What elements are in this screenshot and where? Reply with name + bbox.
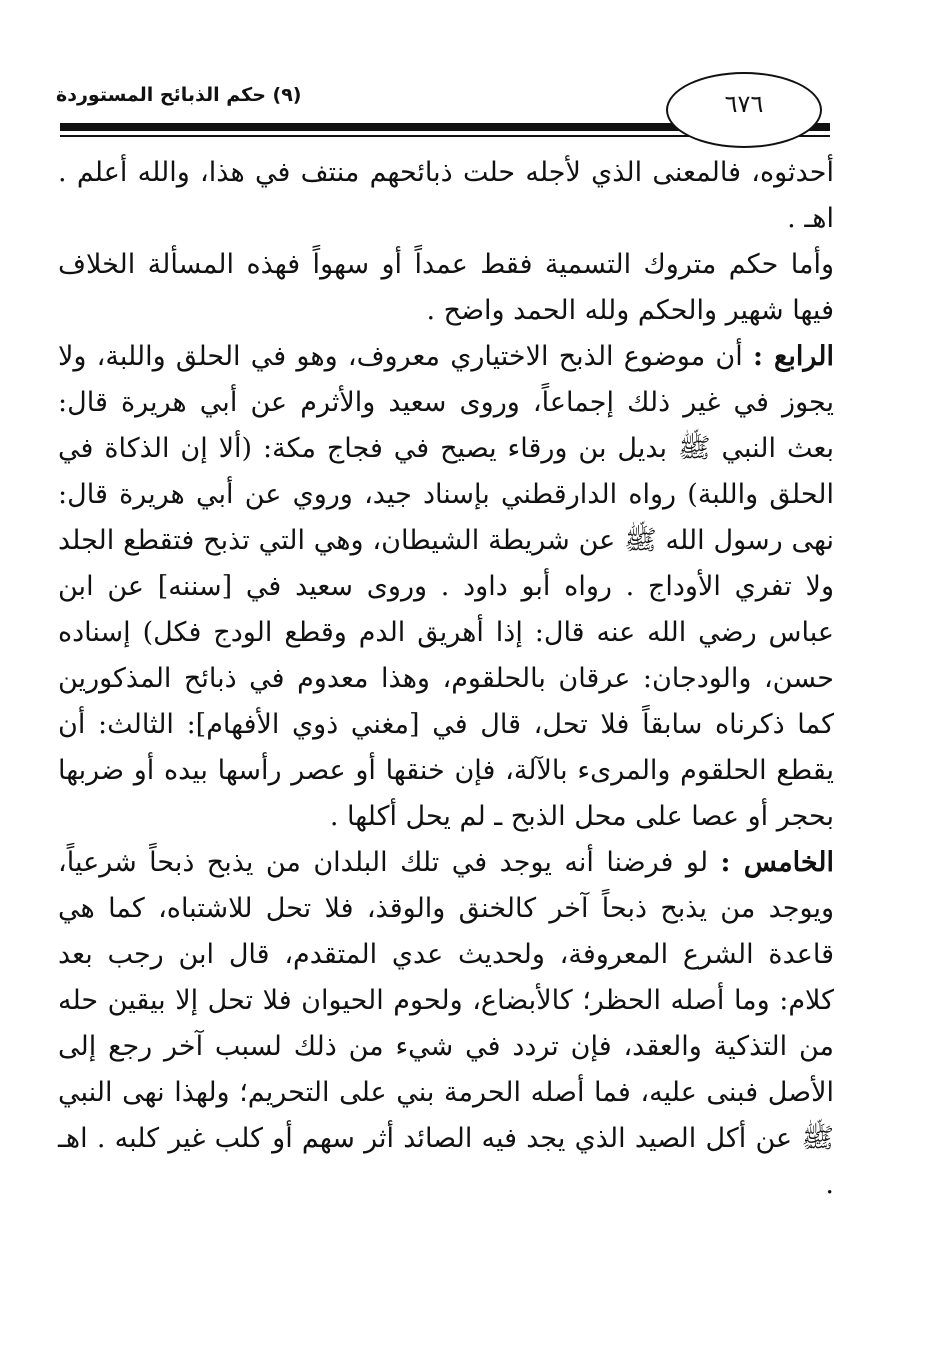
paragraph-text: أن موضوع الذبح الاختياري معروف، وهو في الحلق واللبة، ولا يجوز في غير ذلك إجماعاً، وروى سعيد والأثرم عن أبي هريرة قال: بعث النبي ﷺ بديل بن ورقاء يصيح في فجاج مكة: (ألا إن الذكاة في الحلق واللبة) رواه الدارقطني بإسناد جيد، وروي عن أبي هريرة قال: نهى رسول الله ﷺ عن شريطة الشيطان، وهي التي تذبح فتقطع الجلد ولا تفري الأوداج . رواه أبو داود . وروى سعيد في [سننه] عن ابن عباس رضي الله عنه قال: إذا أهريق الدم وقطع الودج فكل) إسناده حسن، والودجان: عرقان بالحلقوم، وهذا معدوم في ذبائح المذكورين كما ذكرناه سابقاً فلا تحل، قال في [مغني ذوي الأفهام]: الثالث: أن يقطع الحلقوم والمرىء بالآلة، فإن خنقها أو عصر رأسها بيده أو ضربها بحجر أو عصا على محل الذبح ـ لم يحل أكلها .: [58, 341, 834, 832]
running-title: (٩) حكم الذبائح المستوردة: [56, 84, 302, 106]
page-number: ٦٧٦: [724, 90, 764, 118]
paragraph-4: [58, 840, 834, 1208]
page-number-oval: [666, 72, 822, 148]
paragraph-text: وأما حكم متروك التسمية فقط عمداً أو سهواً فهذه المسألة الخلاف فيها شهير والحكم ولله الحمد واضح .: [58, 249, 834, 326]
page-header: [0, 0, 946, 160]
paragraph-text: أحدثوه، فالمعنى الذي لأجله حلت ذبائحهم منتف في هذا، والله أعلم . اهـ .: [58, 157, 834, 234]
body-text: [58, 150, 834, 1208]
paragraph-2: [58, 242, 834, 334]
paragraph-lead-rabi: الرابع :: [752, 341, 834, 372]
paragraph-3: [58, 334, 834, 840]
paragraph-lead-khamis: الخامس :: [720, 847, 834, 878]
paragraph-1: [58, 150, 834, 242]
paragraph-text: لو فرضنا أنه يوجد في تلك البلدان من يذبح ذبحاً شرعياً، ويوجد من يذبح ذبحاً آخر كالخنق والوقذ، فلا تحل للاشتباه، كما هي قاعدة الشرع المعروفة، ولحديث عدي المتقدم، قال ابن رجب بعد كلام: وما أصله الحظر؛ كالأبضاع، ولحوم الحيوان فلا تحل إلا بيقين حله من التذكية والعقد، فإن تردد في شيء من ذلك لسبب آخر رجع إلى الأصل فبنى عليه، فما أصله الحرمة بني على التحريم؛ ولهذا نهى النبي ﷺ عن أكل الصيد الذي يجد فيه الصائد أثر سهم أو كلب غير كلبه . اهـ .: [58, 847, 834, 1200]
